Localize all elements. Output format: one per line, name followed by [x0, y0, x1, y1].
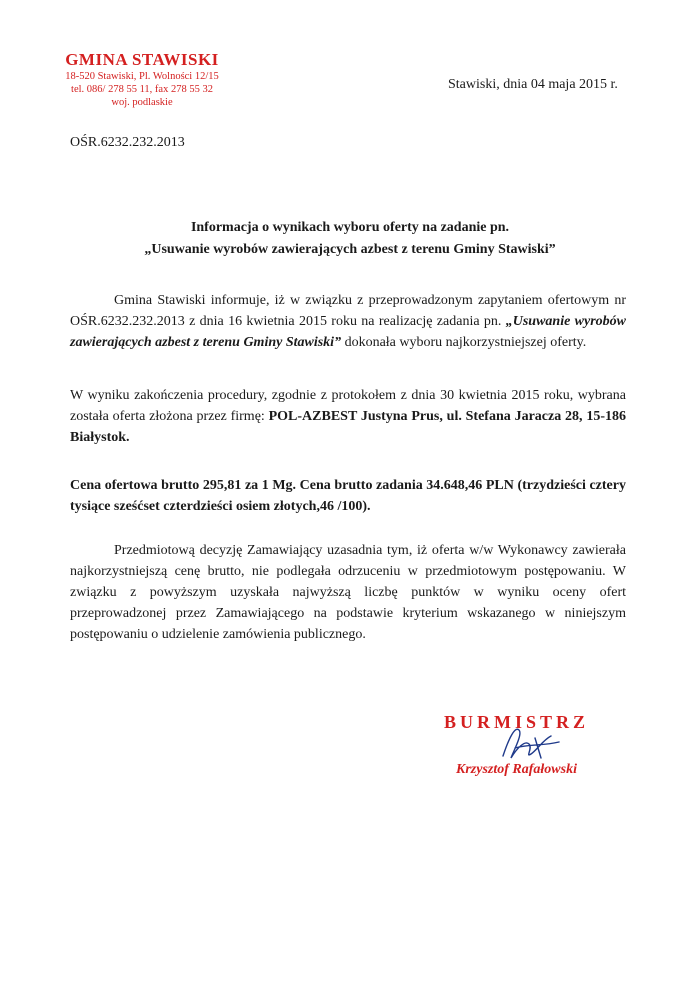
paragraph-price: Cena ofertowa brutto 295,81 za 1 Mg. Cena brutto zadania 34.648,46 PLN (trzydzieści cztery tysiące sześćset czterdzieści osiem złotych,46 /100).	[70, 478, 626, 514]
signature-title: BURMISTRZ	[444, 712, 590, 732]
task-title: „Usuwanie wyrobów zawierających azbest z terenu Gminy Stawiski”	[144, 242, 556, 257]
dateline: Stawiski, dnia 04 maja 2015 r.	[448, 77, 618, 92]
handwritten-signature	[495, 718, 565, 768]
stamp-address: 18-520 Stawiski, Pl. Wolności 12/15	[65, 71, 219, 82]
stamp-name: GMINA STAWISKI	[65, 50, 219, 69]
signatory-name: Krzysztof Rafałowski	[456, 762, 577, 777]
paragraph-justification: Przedmiotową decyzję Zamawiający uzasadnia tym, iż oferta w/w Wykonawcy zawierała najkorzystniejszą cenę brutto, nie podlegała odrzuceniu w przedmiotowym postępowaniu. W związku z powyższym uzyskała najwyższą liczbę punktów w wyniku oceny ofert przeprowadzonej przez Zamawiającego na podstawie kryterium wskazanego w niniejszym postępowaniu o udzielenie zamówienia publicznego.	[70, 543, 626, 642]
intro-text: Gmina Stawiski informuje, iż w związku z przeprowadzonym zapytaniem ofertowym nr OŚR.6232.232.2013 z dnia 16 kwietnia 2015 roku na realizację zadania pn.	[70, 293, 626, 329]
stamp-phone: tel. 086/ 278 55 11, fax 278 55 32	[71, 84, 213, 95]
reference-number: OŚR.6232.232.2013	[70, 135, 185, 150]
task-name: „Usuwanie wyrobów zawierających azbest z terenu Gminy Stawiski”	[70, 314, 626, 350]
stamp-region: woj. podlaskie	[111, 97, 173, 108]
intro-text-end: dokonała wyboru najkorzystniejszej oferty.	[341, 335, 587, 350]
paragraph-intro	[70, 290, 626, 353]
result-text: W wyniku zakończenia procedury, zgodnie z protokołem z dnia 30 kwietnia 2015 roku, wybrana została oferta złożona przez firmę:	[70, 388, 626, 424]
company-name: POL-AZBEST Justyna Prus, ul. Stefana Jaracza 28, 15-186 Białystok.	[70, 409, 626, 445]
document-title: Informacja o wynikach wyboru oferty na zadanie pn.	[190, 220, 510, 235]
municipality-stamp	[52, 50, 232, 109]
paragraph-result	[70, 385, 626, 448]
